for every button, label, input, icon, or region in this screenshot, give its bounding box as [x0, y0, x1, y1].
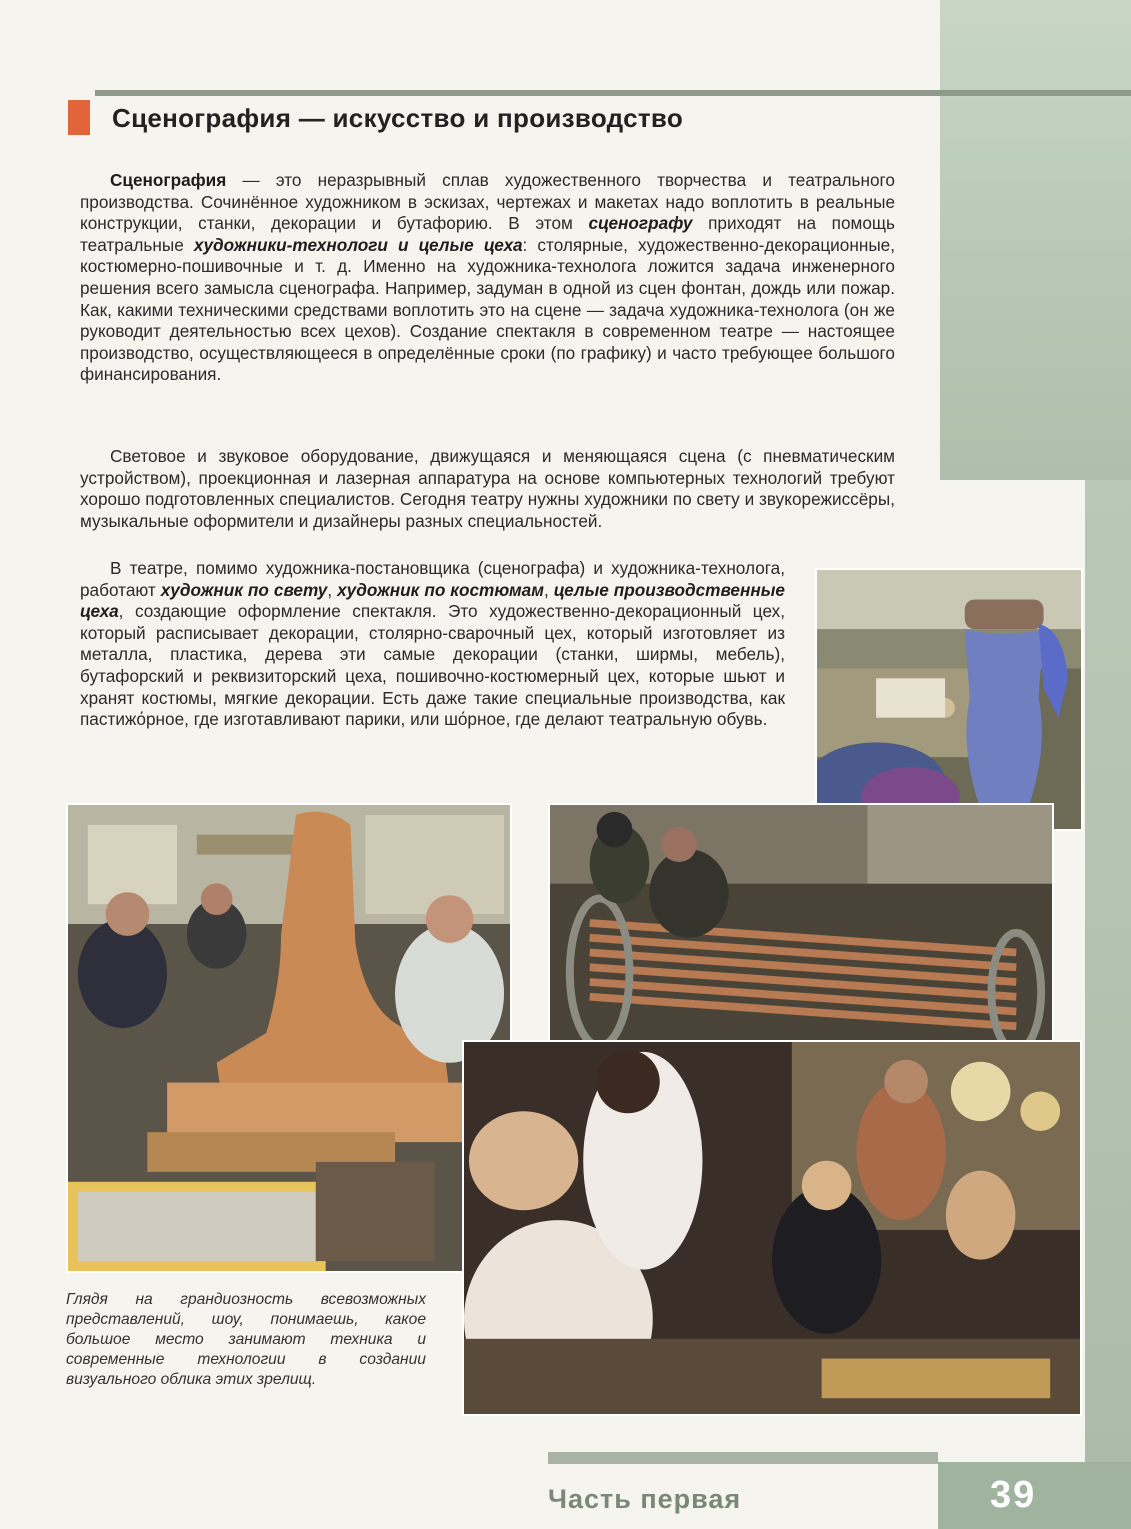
sphinx-sculpture-photo [66, 803, 512, 1273]
photo-caption: Глядя на грандиозность всевозможных представлений, шоу, понимаешь, какое большое место занимают техника и современные технологии в создании визуального облика этих зрелищ. [66, 1291, 426, 1388]
footer-rule [548, 1452, 938, 1464]
text-run: — это неразрывный сплав художественного творчества и театрального производства. Сочинённое художником в эскизах, чертежах и макетах надо воплотить в реальные конструкции, станки, декорации и бутафорию. В этом [80, 170, 895, 234]
text-run: В театре, помимо художника-постановщика (сценографа) и художника-технолога, работают [80, 558, 785, 600]
emphasis-term: художник по свету [160, 579, 328, 600]
paragraph-2-text [80, 446, 895, 532]
text-run: приходят на помощь театральные [80, 213, 895, 255]
text-run: Световое и звуковое оборудование, движущаяся и меняющаяся сцена (с пневматическим устройством), проекционная и лазерная аппаратура на основе компьютерных технологий требуют хорошо подготовленных специалистов. Сегодня театру нужны художники по свету и звукорежиссёры, музыкальные оформители и дизайнеры разных специальностей. [80, 446, 895, 531]
metal-workshop-photo [548, 803, 1054, 1043]
side-panel-top [940, 0, 1131, 480]
side-panel-right [1085, 480, 1131, 1529]
emphasis-term: художники-технологи и целые цеха [193, 234, 523, 255]
heading-marker [68, 100, 90, 135]
emphasis-term: целые производственные цеха [80, 579, 785, 622]
emphasis-term: художник по костюмам [337, 579, 544, 600]
emphasis-term: сценографу [588, 213, 693, 234]
costume-workshop-photo [815, 568, 1083, 831]
paragraph-2 [80, 446, 895, 532]
paragraph-1-text [80, 170, 895, 386]
section-heading: Сценография — искусство и производство [112, 103, 684, 133]
page-number: 39 [990, 1474, 1037, 1516]
emphasis-term: Сценография [110, 170, 227, 190]
text-run: : столярные, художественно-декорационные, костюмерно-пошивочные и т. д. Именно на художника-технолога ложится задача инженерного решения всего замысла сценографа. Например, задуман в одной из сцен фонтан, дождь или пожар. Как, какими техническими средствами воплотить это на сцене — задача художника-технолога (он же руководит деятельностью всех цехов). Создание спектакля в современном театре — настоящее производство, осуществляющееся в определённые сроки (по графику) и часто требующее большого финансирования. [80, 234, 896, 385]
text-run: , создающие оформление спектакля. Это художественно-декорационный цех, который расписывает декорации, столярно-сварочный цех, который изготовляет из металла, пластика, дерева эти самые декорации (станки, ширмы, мебель), бутафорский и реквизиторский цеха, пошивочно-костюмерный цех, которые шьют и хранят костюмы, мягкие декорации. Есть даже такие специальные производства, как пастижόрное, где изготавливают парики, или шόрное, где делают театральную обувь. [80, 601, 785, 730]
paragraph-1 [80, 170, 895, 386]
paragraph-3 [80, 558, 785, 731]
text-run: , [543, 579, 554, 600]
text-run: , [327, 579, 338, 600]
paragraph-3-text [80, 558, 785, 731]
part-label: Часть первая [548, 1484, 742, 1514]
top-rule [95, 90, 1131, 96]
makeup-room-photo [462, 1040, 1082, 1416]
